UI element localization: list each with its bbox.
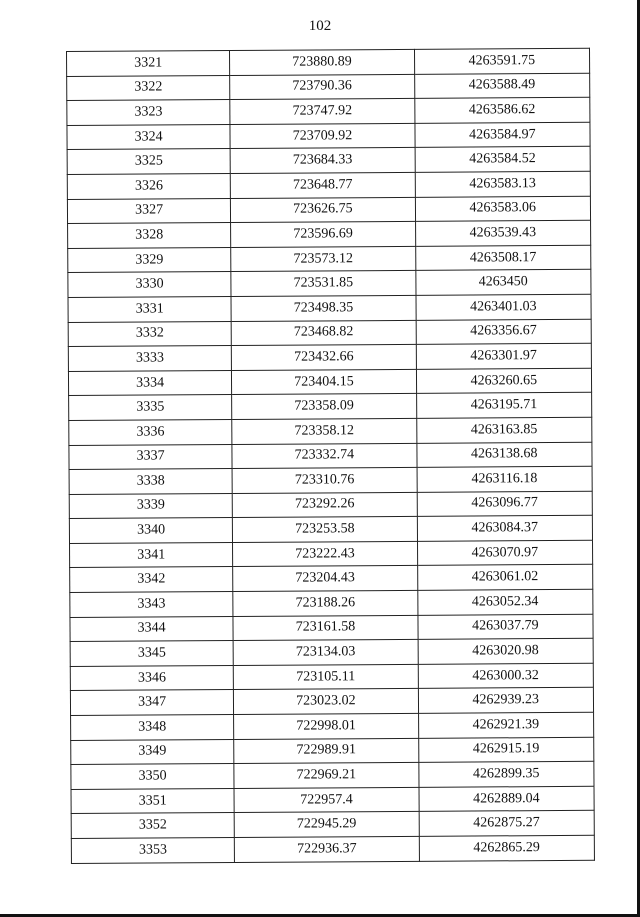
table-row [70,565,593,593]
table-row [67,73,590,101]
table-row [69,516,592,544]
y-coordinate-cell: 4263356.67 [416,319,592,345]
table-row [67,171,590,199]
table-row [69,491,592,519]
x-coordinate-cell: 723684.33 [230,148,414,174]
page-number: 102 [308,18,332,34]
y-coordinate-cell: 4263070.97 [417,540,593,566]
point-id-cell: 3350 [71,764,234,790]
x-coordinate-cell: 723747.92 [230,99,414,125]
y-coordinate-cell: 4263301.97 [416,343,592,369]
table-row [69,466,592,494]
point-id-cell: 3344 [70,616,233,642]
y-coordinate-cell: 4263116.18 [417,466,593,492]
y-coordinate-cell: 4262921.39 [418,712,594,738]
table-row [68,368,591,396]
y-coordinate-cell: 4263020.98 [418,639,594,665]
y-coordinate-cell: 4263584.52 [415,147,591,173]
point-id-cell: 3353 [71,837,234,863]
point-id-cell: 3351 [71,788,234,814]
y-coordinate-cell: 4263163.85 [416,417,592,443]
y-coordinate-cell: 4263586.62 [414,97,590,123]
point-id-cell: 3345 [70,641,233,667]
table-row [68,220,591,248]
y-coordinate-cell: 4263401.03 [416,294,592,320]
point-id-cell: 3331 [68,296,231,322]
y-coordinate-cell: 4262899.35 [418,762,594,788]
y-coordinate-cell: 4262939.23 [418,688,594,714]
y-coordinate-cell: 4263096.77 [417,491,593,517]
table-row [70,614,593,642]
point-id-cell: 3343 [70,592,233,618]
point-id-cell: 3336 [69,419,232,445]
table-row [67,196,590,224]
point-id-cell: 3346 [70,665,233,691]
table-row [68,294,591,322]
x-coordinate-cell: 722957.4 [234,787,418,813]
x-coordinate-cell: 723134.03 [233,640,417,666]
table-row [69,442,592,470]
y-coordinate-cell: 4263000.32 [418,663,594,689]
point-id-cell: 3328 [68,223,231,249]
table-row [67,48,590,76]
x-coordinate-cell: 723253.58 [233,517,417,543]
x-coordinate-cell: 723596.69 [231,222,415,248]
table-row [71,835,594,863]
x-coordinate-cell: 723358.12 [232,418,416,444]
coordinates-table [66,48,595,864]
table-row [70,663,593,691]
x-coordinate-cell: 723188.26 [233,590,417,616]
table-row [67,147,590,175]
y-coordinate-cell: 4263195.71 [416,393,592,419]
table-row [69,393,592,421]
point-id-cell: 3348 [71,715,234,741]
x-coordinate-cell: 723204.43 [233,566,417,592]
point-id-cell: 3326 [67,173,230,199]
x-coordinate-cell: 722998.01 [234,713,418,739]
y-coordinate-cell: 4262865.29 [419,835,595,861]
x-coordinate-cell: 723292.26 [232,492,416,518]
y-coordinate-cell: 4263084.37 [417,516,593,542]
point-id-cell: 3338 [69,469,232,495]
point-id-cell: 3334 [68,370,231,396]
table-row [70,688,593,716]
x-coordinate-cell: 723310.76 [232,467,416,493]
y-coordinate-cell: 4263450 [415,270,591,296]
y-coordinate-cell: 4262915.19 [418,737,594,763]
table-row [68,319,591,347]
x-coordinate-cell: 723468.82 [231,320,415,346]
table-row [70,639,593,667]
x-coordinate-cell: 723332.74 [232,443,416,469]
x-coordinate-cell: 722969.21 [234,763,418,789]
point-id-cell: 3341 [70,542,233,568]
x-coordinate-cell: 722936.37 [235,836,419,862]
table-row [71,786,594,814]
x-coordinate-cell: 723358.09 [232,394,416,420]
table-row [67,122,590,150]
table-row [71,811,594,839]
y-coordinate-cell: 4263583.06 [415,196,591,222]
x-coordinate-cell: 723531.85 [231,271,415,297]
point-id-cell: 3352 [71,813,234,839]
point-id-cell: 3325 [67,149,230,175]
point-id-cell: 3335 [69,395,232,421]
point-id-cell: 3324 [67,124,230,150]
x-coordinate-cell: 723880.89 [230,49,414,75]
y-coordinate-cell: 4263508.17 [415,245,591,271]
table-row [69,417,592,445]
point-id-cell: 3339 [69,493,232,519]
point-id-cell: 3337 [69,444,232,470]
y-coordinate-cell: 4262889.04 [419,786,595,812]
point-id-cell: 3330 [68,272,231,298]
point-id-cell: 3342 [70,567,233,593]
y-coordinate-cell: 4263583.13 [415,171,591,197]
y-coordinate-cell: 4263138.68 [416,442,592,468]
x-coordinate-cell: 723404.15 [232,369,416,395]
point-id-cell: 3323 [67,100,230,126]
y-coordinate-cell: 4263052.34 [417,589,593,615]
y-coordinate-cell: 4263584.97 [415,122,591,148]
point-id-cell: 3347 [70,690,233,716]
table-row [71,712,594,740]
table-row [67,97,590,125]
point-id-cell: 3340 [69,518,232,544]
point-id-cell: 3349 [71,739,234,765]
table-row [68,343,591,371]
x-coordinate-cell: 723709.92 [230,123,414,149]
point-id-cell: 3332 [68,321,231,347]
y-coordinate-cell: 4263591.75 [414,48,590,74]
y-coordinate-cell: 4263061.02 [417,565,593,591]
x-coordinate-cell: 722945.29 [234,812,418,838]
x-coordinate-cell: 723573.12 [231,246,415,272]
point-id-cell: 3327 [67,198,230,224]
x-coordinate-cell: 723432.66 [232,344,416,370]
point-id-cell: 3333 [68,346,231,372]
y-coordinate-cell: 4263588.49 [414,73,590,99]
coordinates-table-body [67,48,595,863]
x-coordinate-cell: 723023.02 [234,689,418,715]
y-coordinate-cell: 4263260.65 [416,368,592,394]
y-coordinate-cell: 4263037.79 [418,614,594,640]
y-coordinate-cell: 4263539.43 [415,220,591,246]
x-coordinate-cell: 723790.36 [230,74,414,100]
x-coordinate-cell: 723161.58 [233,615,417,641]
x-coordinate-cell: 722989.91 [234,738,418,764]
x-coordinate-cell: 723648.77 [231,172,415,198]
table-row [71,762,594,790]
table-row [70,540,593,568]
x-coordinate-cell: 723498.35 [231,295,415,321]
y-coordinate-cell: 4262875.27 [419,811,595,837]
table-row [70,589,593,617]
table-row [68,270,591,298]
table-row [71,737,594,765]
x-coordinate-cell: 723222.43 [233,541,417,567]
point-id-cell: 3322 [67,75,230,101]
point-id-cell: 3329 [68,247,231,273]
point-id-cell: 3321 [67,50,230,76]
x-coordinate-cell: 723626.75 [231,197,415,223]
table-row [68,245,591,273]
x-coordinate-cell: 723105.11 [234,664,418,690]
